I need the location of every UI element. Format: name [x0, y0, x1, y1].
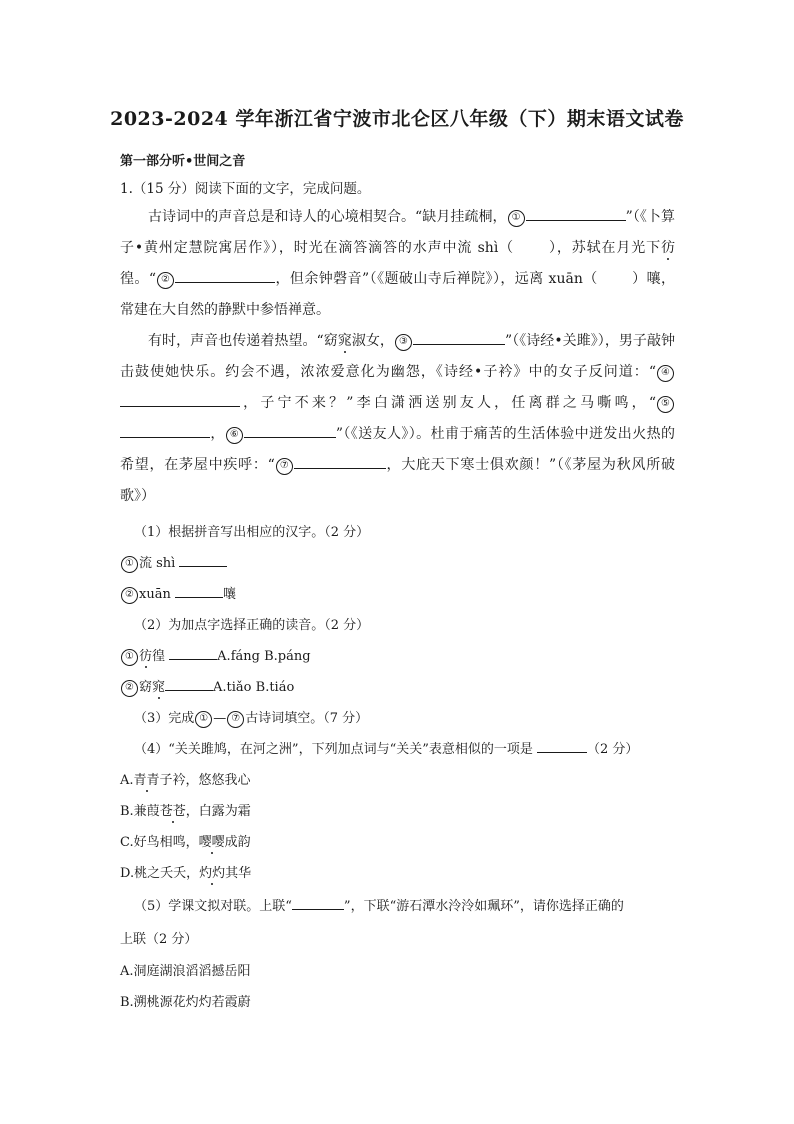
dotted-word: 苍苍 — [159, 804, 186, 819]
item-text: 嚷 — [222, 587, 236, 602]
subquestion-4-option-d — [120, 862, 251, 881]
dotted-word: 灼灼 — [199, 866, 226, 881]
subquestion-5 — [134, 895, 624, 914]
passage-paragraph-1 — [120, 202, 675, 326]
subquestion-4-option-b — [120, 800, 251, 819]
circled-number: ② — [157, 272, 174, 289]
subquestion-2-item-a — [120, 645, 311, 666]
circled-number: ② — [121, 587, 138, 604]
question-heading: 1.（15 分）阅读下面的文字，完成问题。 — [120, 181, 371, 197]
option-text: 成韵 — [224, 835, 251, 850]
circled-number: ④ — [657, 365, 674, 382]
subquestion-1: （1）根据拼音写出相应的汉字。（2 分） — [134, 525, 370, 540]
passage-text: ， — [210, 426, 225, 442]
item-text: 流 shì — [139, 556, 176, 571]
item-text: （2 分） — [587, 742, 639, 757]
answer-blank — [120, 423, 210, 438]
option-text: B.兼葭 — [120, 804, 160, 819]
dotted-char: 彷 — [139, 649, 153, 664]
answer-blank — [175, 268, 275, 283]
dotted-char: 窕 — [152, 680, 166, 695]
subquestion-2-item-b — [120, 676, 294, 697]
subquestion-4-option-c — [120, 831, 251, 850]
passage-text: 淑女， — [351, 333, 394, 349]
dotted-word: 青青 — [133, 773, 160, 788]
option-text: D.桃之夭夭， — [120, 866, 200, 881]
item-text: 窈 — [139, 680, 153, 695]
passage-text: ），苏轼在月光下 — [548, 240, 662, 256]
option-text: 子衿，悠悠我心 — [159, 773, 251, 788]
option-text: A. — [120, 773, 134, 788]
circled-number: ① — [121, 556, 138, 573]
answer-blank — [165, 676, 213, 691]
answer-blank — [292, 895, 344, 910]
answer-blank — [413, 330, 505, 345]
passage-text: ，大庇天下寒士俱欢颜！”（《茅屋为秋风所破歌》） — [120, 457, 675, 504]
passage-text: ”（《卜算子•黄州定慧院寓居作》），时光在滴答滴答的水声中流 shì（ — [120, 209, 675, 256]
circled-number: ⑦ — [227, 711, 244, 728]
passage-text: ，但余钟磬音”（《题破山寺后禅院》），远离 xuān（ — [275, 271, 598, 287]
answer-blank — [175, 583, 223, 598]
item-text: 古诗词填空。（7 分） — [245, 711, 369, 726]
subquestion-5-line-2: 上联（2 分） — [120, 932, 198, 947]
subquestion-4 — [134, 738, 638, 757]
option-text: ，白露为霜 — [185, 804, 251, 819]
item-text: ”，下联“游石潭水泠泠如珮环”，请你选择正确的 — [343, 899, 624, 914]
subquestion-5-option-b: B.溯桃源花灼灼若霞蔚 — [120, 995, 251, 1010]
answer-blank — [120, 392, 240, 407]
subquestion-4-option-a — [120, 769, 251, 788]
circled-number: ① — [508, 210, 525, 227]
answer-blank — [179, 552, 227, 567]
item-options: A.tiǎo B.tiáo — [213, 680, 295, 695]
passage-text: 古诗词中的声音总是和诗人的心境相契合。“缺月挂疏桐， — [148, 209, 507, 225]
item-text: （5）学课文拟对联。上联“ — [134, 899, 292, 914]
dotted-char: 彷 — [661, 240, 676, 256]
passage-text: ）嚷，常建在大自然的静默中参悟禅意。 — [120, 271, 675, 318]
item-options: A.fáng B.páng — [217, 649, 311, 664]
subquestion-3 — [134, 707, 368, 728]
item-text: 徨 — [152, 649, 166, 664]
passage-text: ”（《诗经•关雎》），男子敲钟击鼓使她快乐。约会不遇，浓浓爱意化为幽怨，《诗经•子衿》中的女子反问道：“ — [120, 333, 675, 380]
circled-number: ⑦ — [276, 458, 293, 475]
subquestion-1-item-a — [120, 552, 227, 573]
option-text: C.好鸟相鸣， — [120, 835, 199, 850]
item-text: （3）完成 — [134, 711, 195, 726]
subquestion-1-item-b — [120, 583, 236, 604]
item-text: — — [213, 711, 227, 726]
circled-number: ① — [195, 711, 212, 728]
circled-number: ⑤ — [657, 396, 674, 413]
answer-blank — [169, 645, 217, 660]
page-title: 2023-2024 学年浙江省宁波市北仑区八年级（下）期末语文试卷 — [110, 108, 684, 130]
section-heading: 第一部分听•世间之音 — [120, 154, 246, 169]
passage-text: 有时，声音也传递着热望。“窈 — [148, 333, 338, 349]
answer-blank — [294, 454, 386, 469]
passage-text: ”（《送友人》）。杜甫于痛苦的生活体验中迸发出火热的希望，在茅屋中疾呼：“ — [120, 426, 676, 473]
subquestion-5-option-a: A.洞庭湖浪滔滔撼岳阳 — [120, 964, 251, 979]
circled-number: ② — [121, 680, 138, 697]
item-text: xuān — [139, 587, 171, 602]
subquestion-2: （2）为加点字选择正确的读音。（2 分） — [134, 618, 370, 633]
item-text: （4）“关关雎鸠，在河之洲”，下列加点词与“关关”表意相似的一项是 — [134, 742, 533, 757]
passage-text: ，子宁不来？”李白潇洒送别友人，任离群之马嘶鸣，“ — [240, 395, 656, 411]
circled-number: ⑥ — [226, 427, 243, 444]
circled-number: ③ — [395, 334, 412, 351]
option-text: 其华 — [225, 866, 252, 881]
passage-text: 徨。“ — [120, 271, 157, 287]
dotted-word: 嘤嘤 — [198, 835, 225, 850]
passage-paragraph-2 — [120, 326, 675, 512]
answer-blank — [537, 738, 587, 753]
answer-blank — [244, 423, 336, 438]
dotted-char: 窕 — [337, 333, 352, 349]
circled-number: ① — [121, 649, 138, 666]
answer-blank — [526, 206, 626, 221]
